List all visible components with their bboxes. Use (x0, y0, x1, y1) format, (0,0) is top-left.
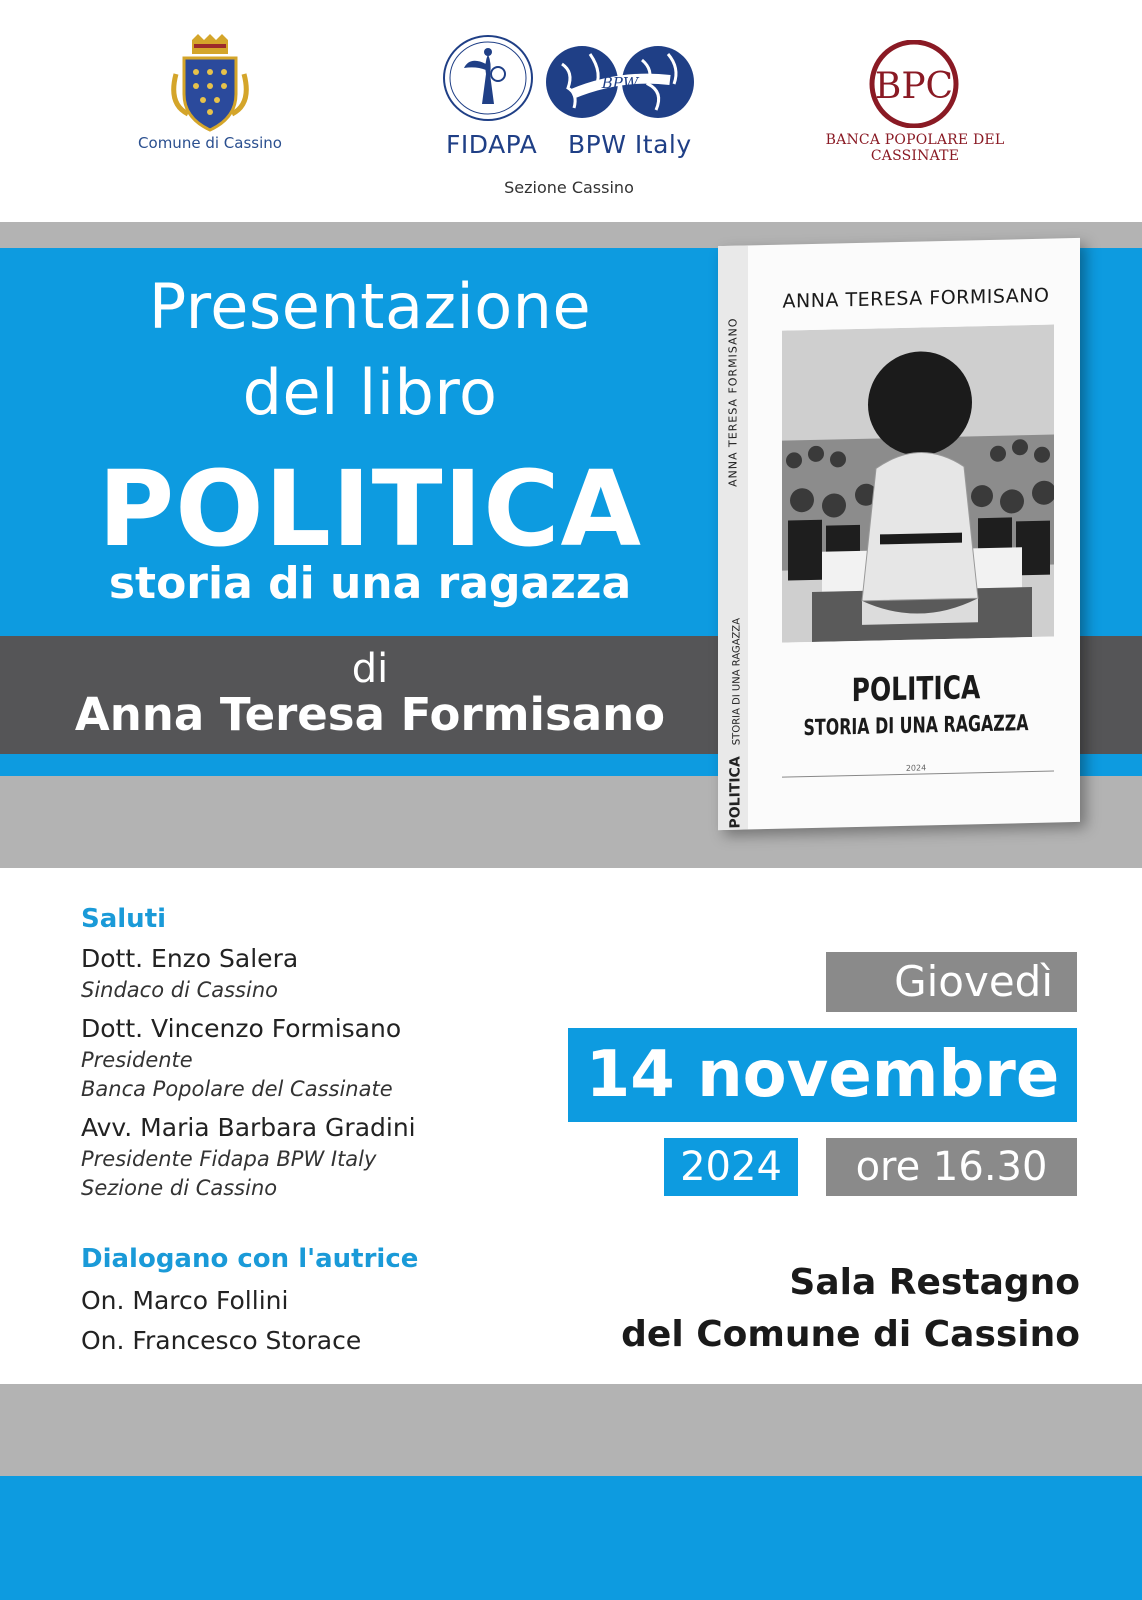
book-title-heading: POLITICA (97, 448, 643, 570)
time-box (826, 1138, 1077, 1196)
guest-name: On. Marco Follini (81, 1286, 289, 1315)
cover-author-text: ANNA TERESA FORMISANO (782, 284, 1050, 313)
spine-subtitle: STORIA DI UNA RAGAZZA (731, 617, 743, 746)
speaker-role-line2: Sezione di Cassino (81, 1176, 278, 1200)
weekday-box (826, 952, 1077, 1012)
book-cover-image (718, 238, 1080, 830)
time-text: ore 16.30 (855, 1144, 1048, 1190)
speaker-name: Avv. Maria Barbara Gradini (81, 1113, 416, 1142)
venue-line-2: del Comune di Cassino (621, 1314, 1080, 1355)
footer-gray-band (0, 1384, 1142, 1476)
speaker-name: Dott. Enzo Salera (81, 944, 299, 973)
bank-monogram-logo (868, 40, 960, 128)
header-logos (0, 0, 1142, 222)
speaker-role: Presidente Fidapa BPW Italy (81, 1147, 377, 1171)
cover-title-text: POLITICA (851, 668, 981, 710)
spine-author-text: ANNA TERESA FORMISANO (726, 317, 740, 488)
bpw-globes-logo (544, 44, 696, 120)
date-box (568, 1028, 1077, 1122)
speaker-role-line2: Banca Popolare del Cassinate (81, 1077, 393, 1101)
cover-year-text: 2024 (905, 763, 927, 773)
saluti-heading: Saluti (81, 904, 167, 934)
venue-line-1: Sala Restagno (789, 1262, 1080, 1303)
bpw-italy-label: BPW Italy (568, 130, 692, 159)
fidapa-emblem-logo (440, 34, 536, 122)
cover-illustration (782, 324, 1054, 642)
bpw-globe-text: BPW (601, 74, 639, 92)
spine-title: POLITICA (727, 756, 744, 829)
weekday-text: Giovedì (894, 957, 1053, 1006)
fidapa-label: FIDAPA (446, 130, 538, 159)
book-subtitle-heading: storia di una ragazza (108, 558, 632, 609)
author-name-heading: Anna Teresa Formisano (74, 688, 666, 741)
bank-monogram-text: BPC (874, 66, 954, 107)
hero-line-presentazione: Presentazione (148, 270, 592, 343)
comune-label: Comune di Cassino (138, 134, 282, 152)
hero-line-del-libro: del libro (242, 356, 498, 429)
speaker-role: Sindaco di Cassino (81, 978, 278, 1002)
footer-blue-band (0, 1476, 1142, 1600)
sezione-label: Sezione Cassino (504, 178, 634, 197)
year-box (664, 1138, 798, 1196)
speaker-name: Dott. Vincenzo Formisano (81, 1014, 402, 1043)
dialogo-heading: Dialogano con l'autrice (81, 1244, 419, 1274)
date-text: 14 novembre (585, 1038, 1060, 1112)
cover-subtitle-text: STORIA DI UNA RAGAZZA (803, 711, 1029, 742)
year-text: 2024 (680, 1144, 782, 1190)
spine-title-text (725, 603, 744, 843)
by-label: di (351, 646, 389, 692)
guest-name: On. Francesco Storace (81, 1326, 362, 1355)
comune-crest-logo (168, 34, 252, 134)
speaker-role: Presidente (81, 1048, 193, 1072)
bank-label: BANCA POPOLARE DEL CASSINATE (825, 132, 1005, 164)
